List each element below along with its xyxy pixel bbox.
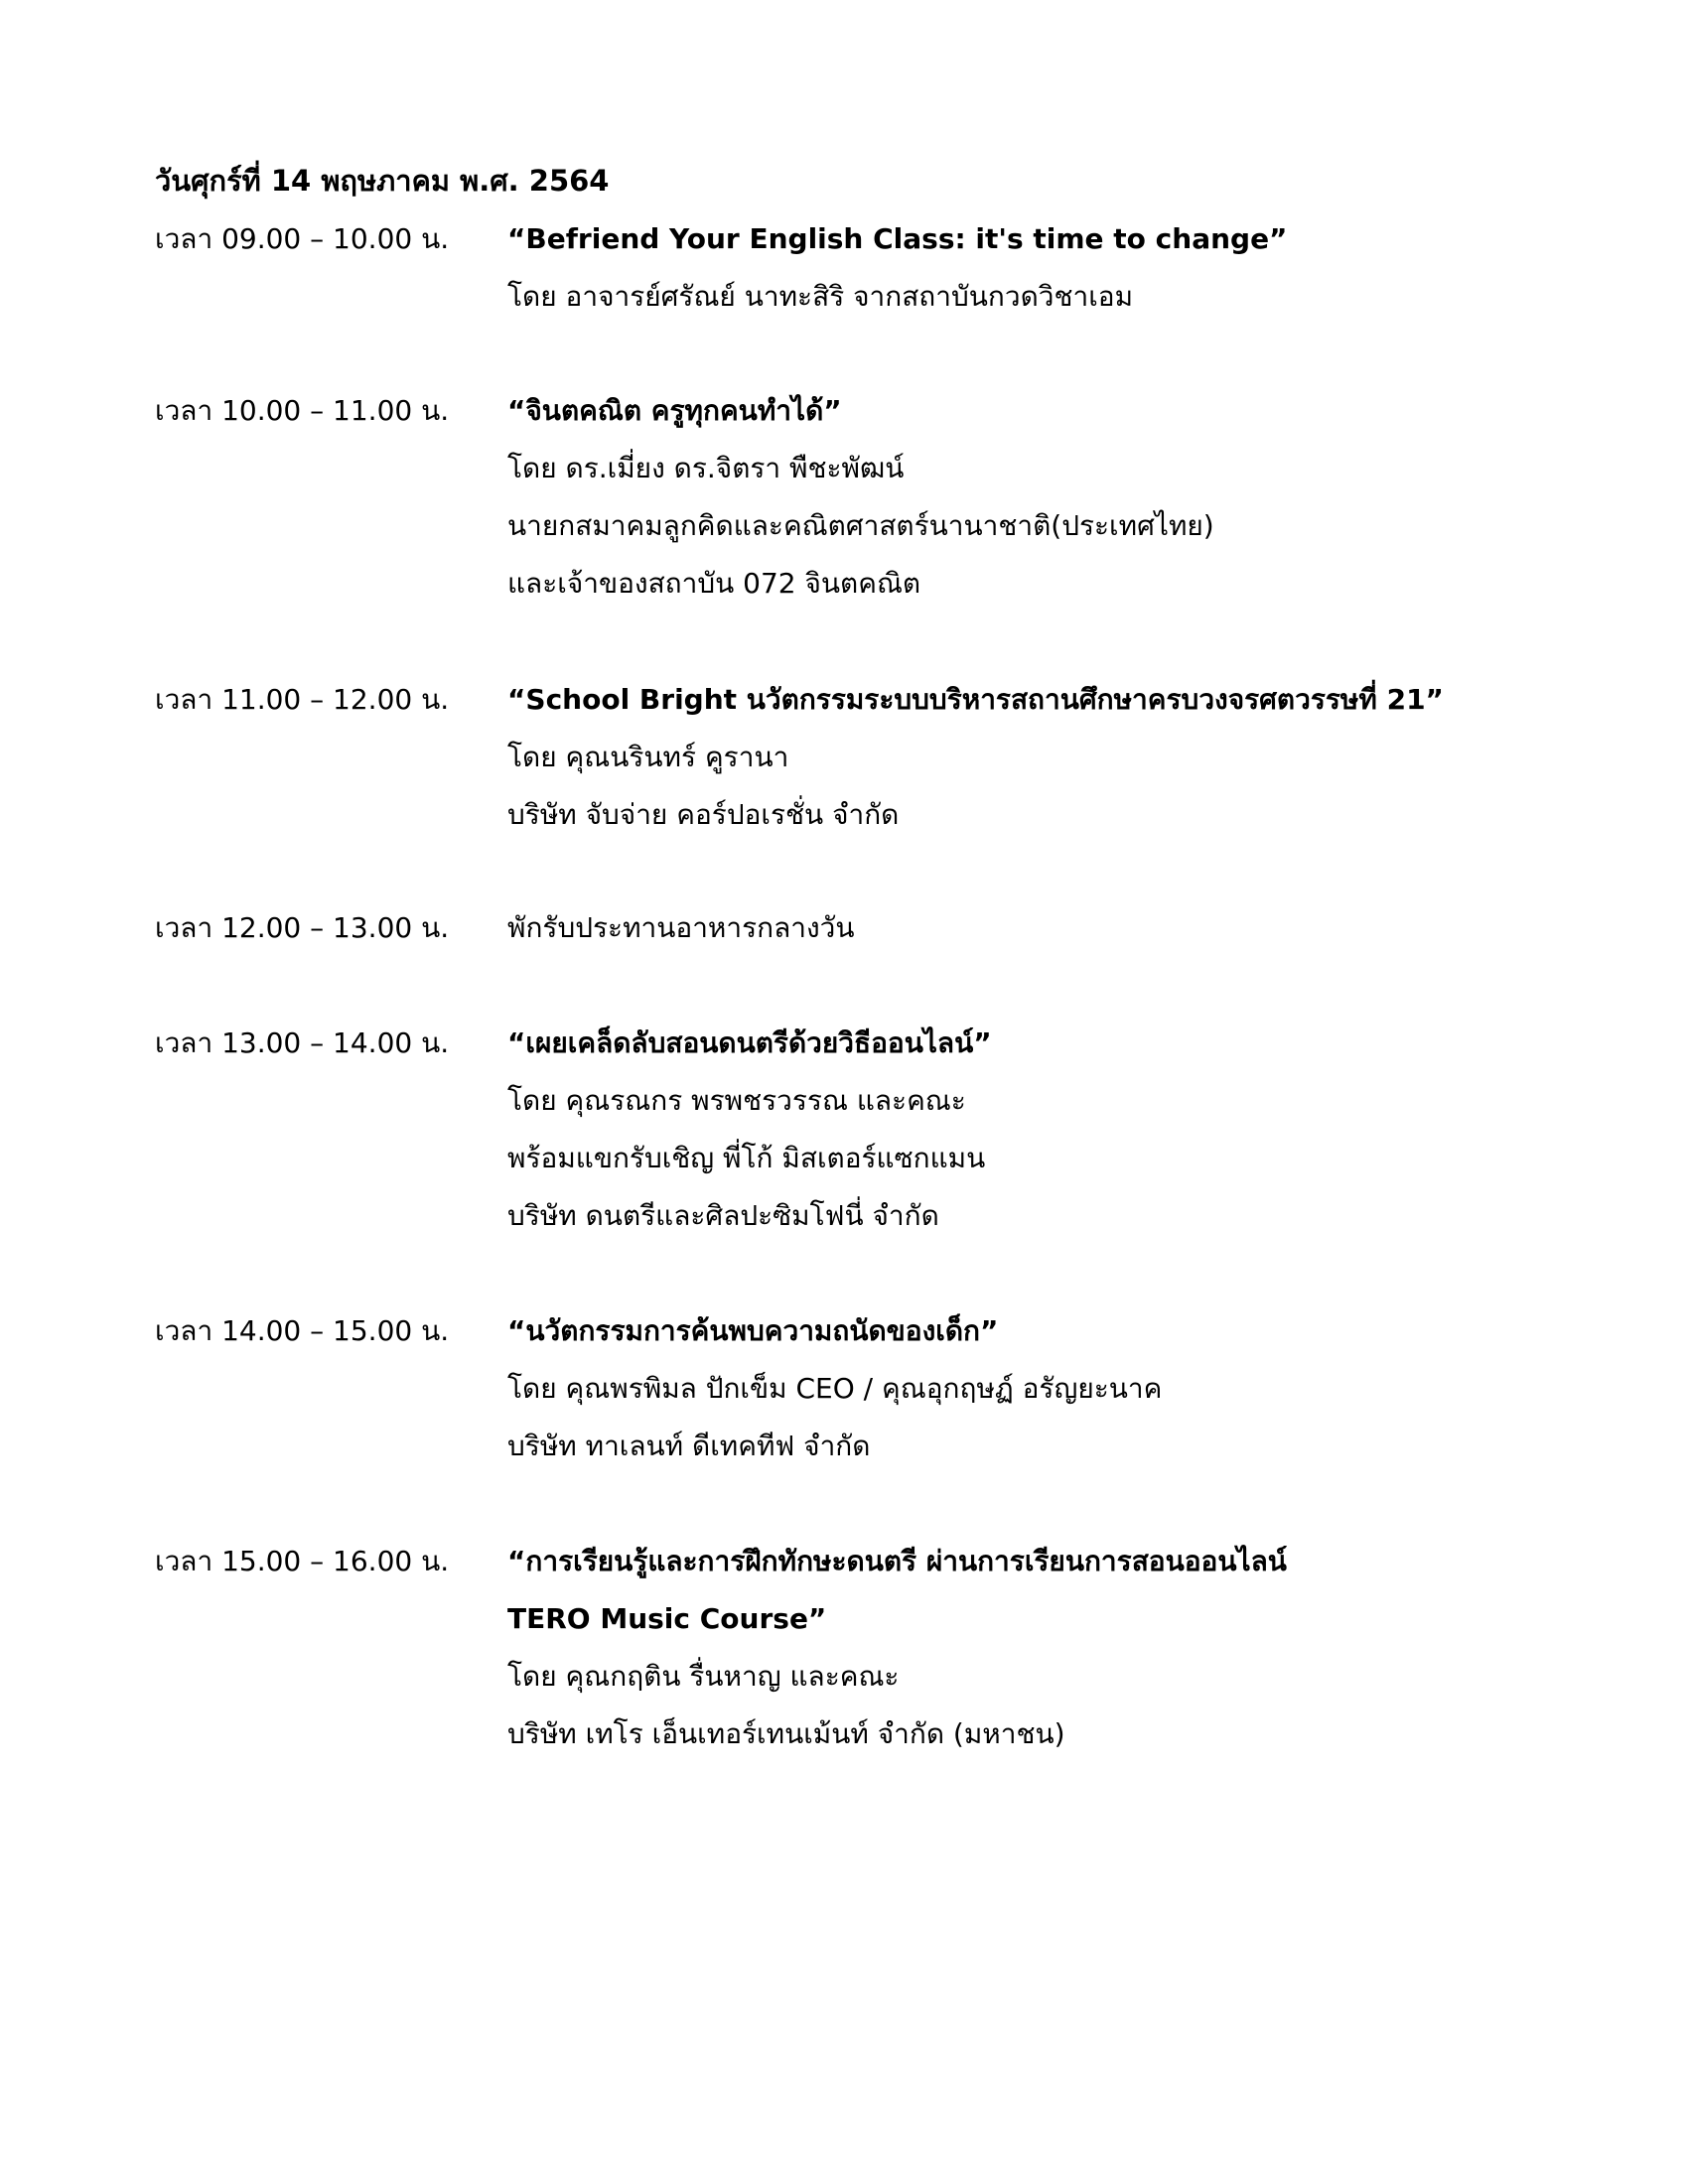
session-content (507, 1302, 1560, 1475)
session-detail: โดย ดร.เมี่ยง ดร.จิตรา พืชะพัฒน์ (507, 452, 905, 484)
session-detail: โดย คุณรณกร พรพชรวรรณ และคณะ (507, 1084, 966, 1117)
session-content (507, 382, 1560, 613)
session-detail: พร้อมแขกรับเชิญ พี่โก้ มิสเตอร์แซกแมน (507, 1142, 986, 1174)
session-title: “การเรียนรู้และการฝึกทักษะดนตรี ผ่านการเรียนการสอนออนไลน์ (507, 1545, 1287, 1577)
session-detail: นายกสมาคมลูกคิดและคณิตศาสตร์นานาชาติ(ประเทศไทย) (507, 509, 1214, 542)
session-title: “School Bright นวัตกรรมระบบบริหารสถานศึกษาครบวงจรศตวรรษที่ 21” (507, 683, 1444, 716)
session-detail: บริษัท ทาเลนท์ ดีเทคทีฟ จำกัด (507, 1430, 871, 1462)
session-time: เวลา 11.00 – 12.00 น. (155, 683, 450, 716)
session-title: “Befriend Your English Class: it's time to change” (507, 222, 1288, 255)
session-title: “นวัตกรรมการค้นพบความถนัดของเด็ก” (507, 1314, 999, 1347)
session-detail: โดย คุณพรพิมล ปักเข็ม CEO / คุณอุกฤษฏ์ อรัญยะนาค (507, 1372, 1163, 1405)
session-time: เวลา 13.00 – 14.00 น. (155, 1026, 450, 1059)
session-detail: พักรับประทานอาหารกลางวัน (507, 911, 855, 944)
session-detail: โดย คุณนรินทร์ คูรานา (507, 741, 789, 773)
session-content (507, 1533, 1560, 1763)
session-content (507, 671, 1560, 844)
session-title: “เผยเคล็ดลับสอนดนตรีด้วยวิธีออนไลน์” (507, 1026, 992, 1059)
session-title: “จินตคณิต ครูทุกคนทำได้” (507, 394, 842, 427)
session-time: เวลา 10.00 – 11.00 น. (155, 394, 450, 427)
date-heading: วันศุกร์ที่ 14 พฤษภาคม พ.ศ. 2564 (155, 164, 610, 198)
session-time: เวลา 09.00 – 10.00 น. (155, 222, 450, 255)
session-detail: บริษัท จับจ่าย คอร์ปอเรชั่น จำกัด (507, 798, 900, 831)
session-content (507, 210, 1560, 326)
session-detail: โดย อาจารย์ศรัณย์ นาทะสิริ จากสถาบันกวดวิชาเอม (507, 280, 1134, 313)
session-detail: บริษัท ดนตรีและศิลปะซิมโฟนี่ จำกัด (507, 1199, 939, 1232)
session-content (507, 899, 1560, 957)
session-time: เวลา 15.00 – 16.00 น. (155, 1545, 450, 1577)
session-content (507, 1015, 1560, 1245)
session-time: เวลา 14.00 – 15.00 น. (155, 1314, 450, 1347)
session-detail: และเจ้าของสถาบัน 072 จินตคณิต (507, 567, 921, 600)
session-time: เวลา 12.00 – 13.00 น. (155, 911, 450, 944)
session-title: TERO Music Course” (507, 1602, 827, 1635)
session-detail: โดย คุณกฤติน รื่นหาญ และคณะ (507, 1660, 900, 1693)
session-detail: บริษัท เทโร เอ็นเทอร์เทนเม้นท์ จำกัด (มหาชน) (507, 1717, 1065, 1750)
